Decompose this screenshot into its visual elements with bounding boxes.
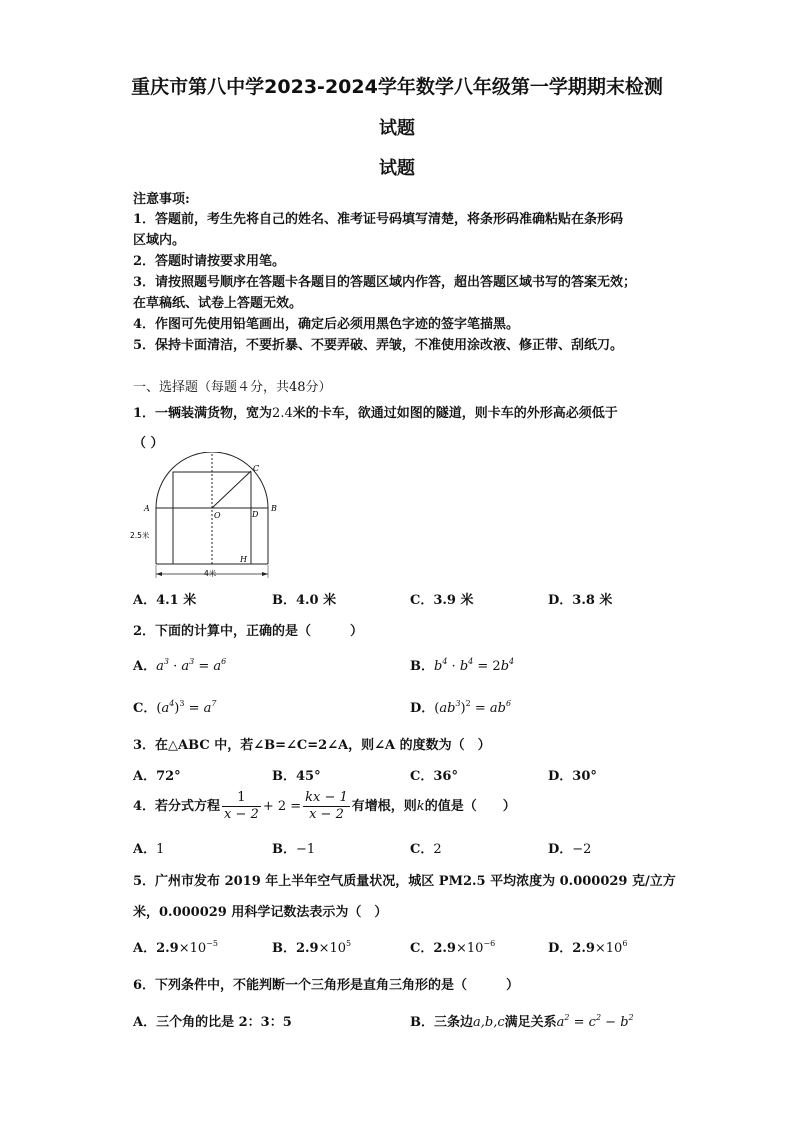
- exam-title-line3: 试题: [379, 158, 415, 179]
- q4-a-value: 1: [156, 842, 165, 857]
- q6-b-text-b: 满足关系: [504, 1015, 557, 1030]
- question-5-line1: 5．广州市发布 2019 年上半年空气质量状况，城区 PM2.5 平均浓度为 0.000029 克/立方: [133, 874, 676, 889]
- question-6-stem: 6．下列条件中，不能判断一个三角形是直角三角形的是（ ）: [133, 978, 520, 993]
- q4-c-label: C．: [410, 842, 434, 857]
- section-heading: 一、选择题（每题４分，共48分）: [133, 380, 332, 395]
- q4-stem-a: 4．若分式方程: [133, 799, 221, 814]
- exam-title-line1: 重庆市第八中学2023-2024学年数学八年级第一学期期末检测: [131, 76, 663, 98]
- q6-option-b[interactable]: B．三条边a,b,c满足关系$a^2 = c^2 - b^2$: [410, 1013, 634, 1030]
- q5-c-exp: −6: [483, 939, 496, 948]
- q2-a-label: A．: [133, 659, 157, 674]
- q4-option-a[interactable]: [133, 838, 164, 857]
- q5-option-c[interactable]: [410, 937, 495, 956]
- q3-option-a[interactable]: A．72°: [133, 769, 181, 784]
- q5-a-label: A．2.9: [133, 941, 179, 956]
- q1-option-b[interactable]: B．4.0 米: [272, 593, 337, 608]
- q3-option-b[interactable]: B．45°: [272, 769, 321, 784]
- q4-fraction-1: [222, 790, 261, 823]
- q2-option-a[interactable]: A．$a^3 \cdot a^3 = a^6$: [133, 657, 227, 674]
- q2-option-b[interactable]: B．$b^4 \cdot b^4 = 2b^4$: [410, 657, 515, 674]
- exam-title-line2: 试题: [379, 118, 415, 139]
- q5-option-a[interactable]: [133, 937, 218, 956]
- width-dim-arrow-right: [262, 572, 268, 576]
- q1-width-value: 2.4: [272, 406, 293, 421]
- q2-c-label: C．: [133, 701, 157, 716]
- q4-stem-b: 有增根，则: [351, 799, 417, 814]
- q4-plus2: + 2 =: [262, 799, 302, 814]
- question-3-stem: 3．在△ABC 中，若∠B=∠C=2∠A，则∠A 的度数为（ ）: [133, 738, 491, 753]
- q6-option-a[interactable]: A．三个角的比是 2：3：5: [133, 1015, 292, 1030]
- q4-frac1-den: x − 2: [224, 807, 259, 822]
- q5-d-exp: 6: [622, 939, 628, 948]
- q5-b-exp: 5: [346, 939, 352, 948]
- q1-option-d[interactable]: D．3.8 米: [548, 593, 613, 608]
- q4-d-label: D．: [548, 842, 573, 857]
- width-dim-arrow-left: [156, 572, 162, 576]
- q5-a-exp: −5: [206, 939, 218, 948]
- notice-item: 区域内。: [133, 233, 186, 248]
- q5-b-times10: ×10: [318, 941, 347, 956]
- q4-b-value: −1: [296, 842, 316, 857]
- q5-c-times10: ×10: [455, 941, 484, 956]
- q4-var-k: k: [416, 799, 425, 814]
- label-height: 2.5米: [130, 531, 150, 540]
- label-d: D: [252, 510, 259, 519]
- tunnel-figure: [130, 452, 280, 582]
- q5-option-b[interactable]: [272, 937, 351, 956]
- q1-text-a: 1．一辆装满货物，宽为: [133, 406, 273, 421]
- question-1-stem: [133, 402, 618, 421]
- q2-d-label: D．: [410, 701, 435, 716]
- q4-fraction-2: [303, 790, 350, 823]
- q1-text-b: 米的卡车，欲通过如图的隧道，则卡车的外形高必须低于: [292, 406, 618, 421]
- notice-item: 5．保持卡面清洁，不要折暴、不要弄破、弄皱，不准使用涂改液、修正带、刮纸刀。: [133, 338, 624, 353]
- q2-option-d[interactable]: D．$(ab^3)^2 = ab^6$: [410, 699, 512, 716]
- q6-b-vars: a,b,c: [473, 1015, 505, 1030]
- q4-b-label: B．: [272, 842, 296, 857]
- notice-item: 2．答题时请按要求用笔。: [133, 254, 286, 269]
- label-width: 4米: [204, 569, 217, 578]
- segment-oc: [212, 471, 251, 508]
- label-a: A: [144, 504, 150, 513]
- notice-heading: 注意事项:: [133, 192, 190, 207]
- q4-frac2-den: x − 2: [309, 807, 344, 822]
- notice-item: 4．作图可先使用铅笔画出，确定后必须用黑色字迹的签字笔描黑。: [133, 317, 520, 332]
- question-5-line2: 米，0.000029 用科学记数法表示为（ ）: [133, 905, 388, 920]
- label-o: O: [214, 511, 221, 520]
- q5-a-times10: ×10: [178, 941, 207, 956]
- notice-item: 1．答题前，考生先将自己的姓名、准考证号码填写清楚，将条形码准确粘贴在条形码: [133, 212, 624, 227]
- q6-b-text-a: B．三条边: [410, 1015, 473, 1030]
- question-2-stem: 2．下面的计算中，正确的是（ ）: [133, 624, 364, 639]
- q4-d-value: −2: [572, 842, 592, 857]
- q4-option-c[interactable]: [410, 838, 442, 857]
- q5-option-d[interactable]: [548, 937, 627, 956]
- q5-d-times10: ×10: [594, 941, 623, 956]
- q4-option-d[interactable]: [548, 838, 591, 857]
- q5-b-label: B．2.9: [272, 941, 319, 956]
- q1-option-a[interactable]: A．4.1 米: [133, 593, 197, 608]
- question-4-stem: [133, 790, 516, 823]
- q4-c-value: 2: [433, 842, 442, 857]
- q1-option-c[interactable]: C．3.9 米: [410, 593, 474, 608]
- q2-option-c[interactable]: C．$(a^4)^3 = a^7$: [133, 699, 217, 716]
- q4-a-label: A．: [133, 842, 157, 857]
- notice-item: 在草稿纸、试卷上答题无效。: [133, 296, 303, 311]
- q4-frac1-num: 1: [222, 790, 261, 807]
- q4-option-b[interactable]: [272, 838, 315, 857]
- q5-c-label: C．2.9: [410, 941, 456, 956]
- q3-option-c[interactable]: C．36°: [410, 769, 458, 784]
- q2-b-label: B．: [410, 659, 434, 674]
- label-b: B: [271, 504, 277, 513]
- label-h: H: [240, 555, 247, 564]
- q4-stem-c: 的值是（ ）: [424, 799, 516, 814]
- q4-frac2-num: kx − 1: [305, 790, 348, 805]
- notice-item: 3．请按照题号顺序在答题卡各题目的答题区域内作答，超出答题区域书写的答案无效；: [133, 275, 637, 290]
- label-c: C: [253, 464, 260, 473]
- q1-paren: （ ）: [133, 436, 164, 451]
- q5-d-label: D．2.9: [548, 941, 595, 956]
- q3-option-d[interactable]: D．30°: [548, 769, 597, 784]
